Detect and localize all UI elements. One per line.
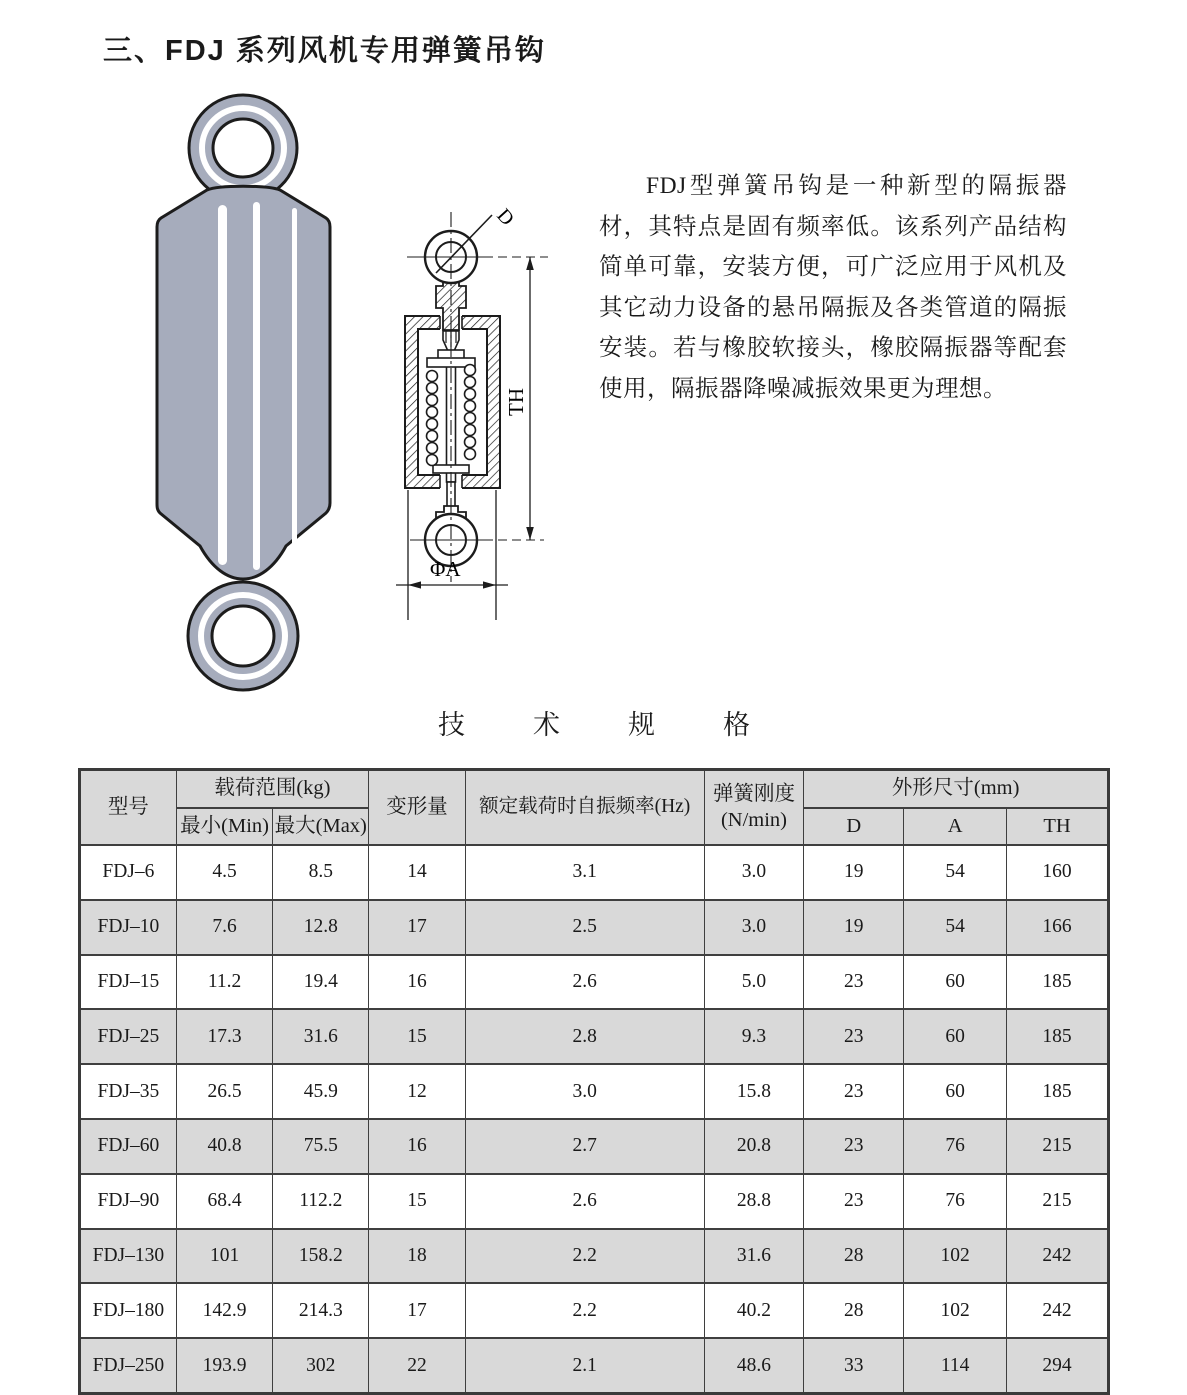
value-cell: 166 — [1007, 900, 1109, 955]
value-cell: 7.6 — [176, 900, 273, 955]
spec-table — [78, 768, 1110, 1395]
value-cell: 114 — [904, 1338, 1007, 1393]
header-spring-stiffness — [704, 770, 804, 846]
table-row — [80, 1064, 1109, 1119]
model-cell: FDJ–90 — [80, 1174, 177, 1229]
value-cell: 31.6 — [704, 1229, 804, 1284]
value-cell: 20.8 — [704, 1119, 804, 1174]
value-cell: 18 — [369, 1229, 466, 1284]
page-title: 三、FDJ 系列风机专用弹簧吊钩 — [103, 35, 546, 67]
product-description: FDJ型弹簧吊钩是一种新型的隔振器材，其特点是固有频率低。该系列产品结构简单可靠，安装方便，可广泛应用于风机及其它动力设备的悬吊隔振及各类管道的隔振安装。若与橡胶软接头，橡胶隔振器等配套使用，隔振器降噪减振效果更为理想。 — [599, 173, 1067, 402]
value-cell: 60 — [904, 955, 1007, 1010]
header-spring-stiffness-line1: 弹簧刚度 — [712, 782, 795, 805]
header-load-min: 最小(Min) — [176, 808, 273, 845]
dimension-drawing — [388, 190, 606, 665]
product-illustration — [150, 88, 340, 698]
value-cell: 31.6 — [273, 1009, 369, 1064]
value-cell: 76 — [904, 1174, 1007, 1229]
header-model: 型号 — [80, 770, 177, 846]
header-deflection: 变形量 — [369, 770, 466, 846]
value-cell: 3.0 — [465, 1064, 704, 1119]
value-cell: 3.1 — [465, 845, 704, 900]
model-cell: FDJ–180 — [80, 1283, 177, 1338]
value-cell: 2.2 — [465, 1283, 704, 1338]
value-cell: 22 — [369, 1338, 466, 1393]
table-row — [80, 1009, 1109, 1064]
table-row — [80, 900, 1109, 955]
header-load-max: 最大(Max) — [273, 808, 369, 845]
value-cell: 40.8 — [176, 1119, 273, 1174]
value-cell: 11.2 — [176, 955, 273, 1010]
value-cell: 214.3 — [273, 1283, 369, 1338]
value-cell: 28 — [804, 1229, 904, 1284]
header-dim-a: A — [904, 808, 1007, 845]
value-cell: 23 — [804, 1119, 904, 1174]
value-cell: 19 — [804, 900, 904, 955]
model-cell: FDJ–60 — [80, 1119, 177, 1174]
header-dim-th: TH — [1007, 808, 1109, 845]
value-cell: 15 — [369, 1174, 466, 1229]
value-cell: 101 — [176, 1229, 273, 1284]
value-cell: 54 — [904, 845, 1007, 900]
header-load-range: 载荷范围(kg) — [176, 770, 368, 809]
value-cell: 28.8 — [704, 1174, 804, 1229]
value-cell: 185 — [1007, 1009, 1109, 1064]
value-cell: 16 — [369, 1119, 466, 1174]
value-cell: 68.4 — [176, 1174, 273, 1229]
value-cell: 60 — [904, 1064, 1007, 1119]
value-cell: 2.2 — [465, 1229, 704, 1284]
spring-hanger-drawing — [150, 88, 340, 698]
table-row — [80, 1338, 1109, 1393]
value-cell: 2.6 — [465, 1174, 704, 1229]
value-cell: 2.8 — [465, 1009, 704, 1064]
value-cell: 17 — [369, 1283, 466, 1338]
value-cell: 33 — [804, 1338, 904, 1393]
value-cell: 215 — [1007, 1119, 1109, 1174]
model-cell: FDJ–130 — [80, 1229, 177, 1284]
header-dim-d: D — [804, 808, 904, 845]
value-cell: 40.2 — [704, 1283, 804, 1338]
value-cell: 242 — [1007, 1229, 1109, 1284]
value-cell: 45.9 — [273, 1064, 369, 1119]
value-cell: 23 — [804, 1009, 904, 1064]
value-cell: 12.8 — [273, 900, 369, 955]
table-row — [80, 1229, 1109, 1284]
value-cell: 158.2 — [273, 1229, 369, 1284]
value-cell: 2.6 — [465, 955, 704, 1010]
section-heading: 技术规格 — [438, 710, 818, 740]
table-row — [80, 1283, 1109, 1338]
value-cell: 9.3 — [704, 1009, 804, 1064]
value-cell: 19.4 — [273, 955, 369, 1010]
value-cell: 160 — [1007, 845, 1109, 900]
dim-th-label: TH — [504, 388, 528, 416]
header-dimensions: 外形尺寸(mm) — [804, 770, 1109, 809]
value-cell: 23 — [804, 955, 904, 1010]
model-cell: FDJ–25 — [80, 1009, 177, 1064]
value-cell: 26.5 — [176, 1064, 273, 1119]
value-cell: 242 — [1007, 1283, 1109, 1338]
value-cell: 76 — [904, 1119, 1007, 1174]
value-cell: 102 — [904, 1229, 1007, 1284]
value-cell: 23 — [804, 1064, 904, 1119]
dim-a-label: ΦA — [430, 557, 461, 581]
table-row — [80, 955, 1109, 1010]
value-cell: 4.5 — [176, 845, 273, 900]
value-cell: 8.5 — [273, 845, 369, 900]
value-cell: 3.0 — [704, 845, 804, 900]
value-cell: 16 — [369, 955, 466, 1010]
table-row — [80, 1119, 1109, 1174]
value-cell: 12 — [369, 1064, 466, 1119]
value-cell: 294 — [1007, 1338, 1109, 1393]
model-cell: FDJ–10 — [80, 900, 177, 955]
table-row — [80, 1174, 1109, 1229]
value-cell: 302 — [273, 1338, 369, 1393]
dim-d-label: D — [492, 204, 519, 231]
spec-table-header — [80, 770, 1109, 846]
header-natural-frequency: 额定载荷时自振频率(Hz) — [465, 770, 704, 846]
value-cell: 54 — [904, 900, 1007, 955]
value-cell: 2.5 — [465, 900, 704, 955]
value-cell: 3.0 — [704, 900, 804, 955]
value-cell: 14 — [369, 845, 466, 900]
model-cell: FDJ–6 — [80, 845, 177, 900]
model-cell: FDJ–35 — [80, 1064, 177, 1119]
value-cell: 142.9 — [176, 1283, 273, 1338]
value-cell: 15 — [369, 1009, 466, 1064]
value-cell: 28 — [804, 1283, 904, 1338]
hanger-body — [157, 186, 330, 579]
value-cell: 215 — [1007, 1174, 1109, 1229]
value-cell: 102 — [904, 1283, 1007, 1338]
table-row — [80, 845, 1109, 900]
header-spring-stiffness-line2: (N/min) — [720, 808, 787, 831]
value-cell: 2.7 — [465, 1119, 704, 1174]
model-cell: FDJ–250 — [80, 1338, 177, 1393]
value-cell: 15.8 — [704, 1064, 804, 1119]
value-cell: 5.0 — [704, 955, 804, 1010]
technical-drawing — [388, 190, 606, 665]
value-cell: 48.6 — [704, 1338, 804, 1393]
value-cell: 112.2 — [273, 1174, 369, 1229]
bottom-eye-ring — [188, 582, 298, 690]
value-cell: 60 — [904, 1009, 1007, 1064]
value-cell: 75.5 — [273, 1119, 369, 1174]
value-cell: 185 — [1007, 1064, 1109, 1119]
value-cell: 17.3 — [176, 1009, 273, 1064]
spec-table-body — [80, 845, 1109, 1393]
value-cell: 19 — [804, 845, 904, 900]
value-cell: 185 — [1007, 955, 1109, 1010]
value-cell: 2.1 — [465, 1338, 704, 1393]
model-cell: FDJ–15 — [80, 955, 177, 1010]
value-cell: 23 — [804, 1174, 904, 1229]
value-cell: 193.9 — [176, 1338, 273, 1393]
value-cell: 17 — [369, 900, 466, 955]
